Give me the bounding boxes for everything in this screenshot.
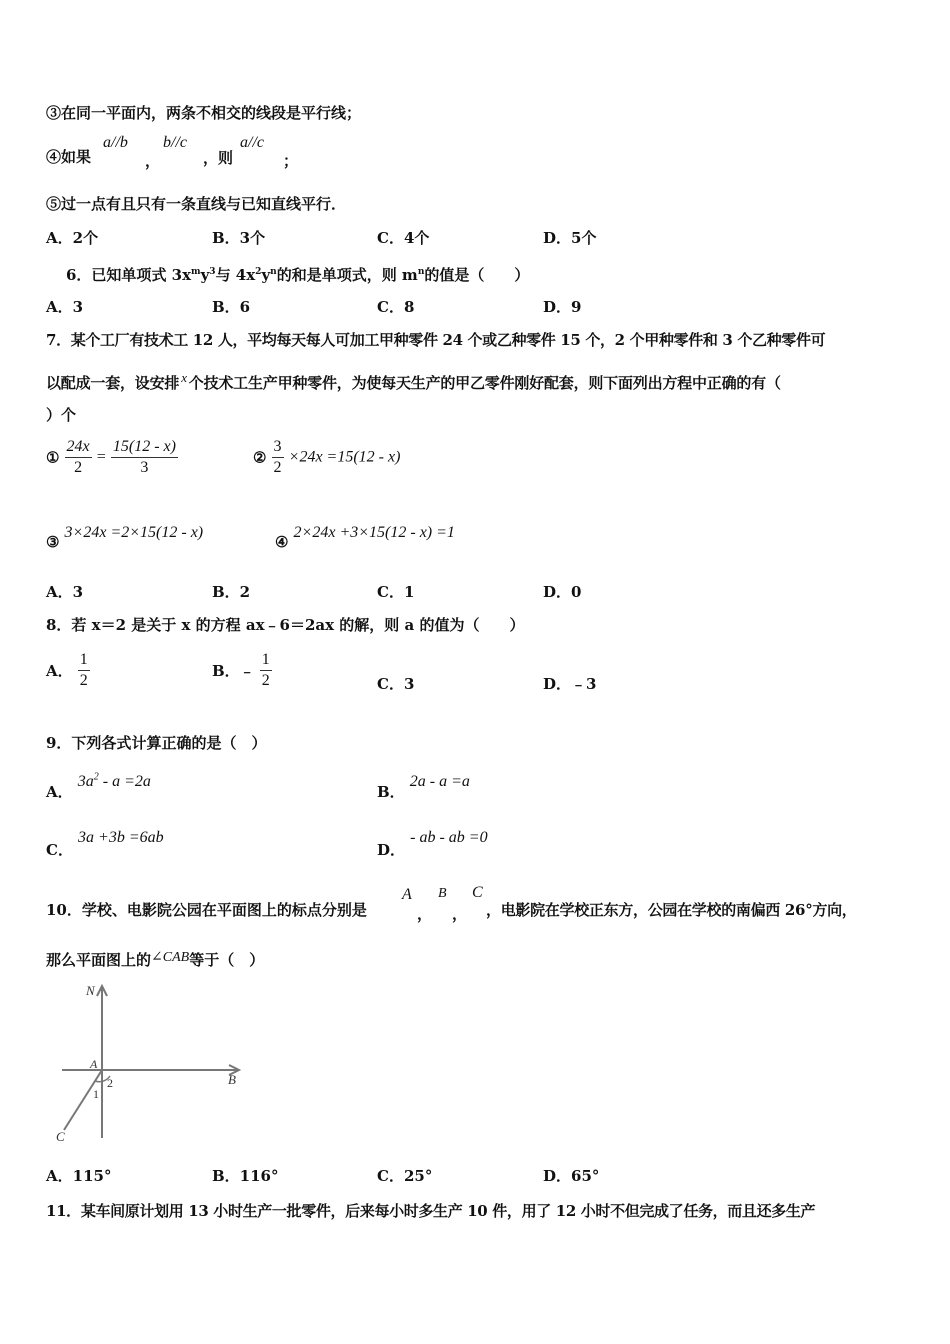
q5-item3: ③在同一平面内，两条不相交的线段是平行线； [46,104,362,122]
q10-line2: 那么平面图上的∠CAB等于（ ） [46,950,265,969]
q7-equation-1: ① $\frac{24x}{2}$ = $\frac{15(12 - x)}{3}$ [46,438,176,476]
q5-option-d: D．5个 [543,229,597,247]
q7-equation-4: ④ 2×24x +3×15(12 - x) =1 [275,524,455,551]
q7-equation-3: ③ 3×24x =2×15(12 - x) [46,524,204,551]
q5-math-b-par-c: b//c [163,134,187,151]
q10-option-a: A．115° [46,1167,112,1185]
q8-stem: 8．若 x＝2 是关于 x 的方程 ax﹣6＝2ax 的解，则 a 的值为（ ） [46,616,525,634]
q5-item4-prefix: ④如果 [46,148,92,166]
q9-option-d: D． - ab - ab =0 [377,829,488,859]
q5-option-b: B．3个 [212,229,266,247]
q10-line1: 10．学校、电影院公园在平面图上的标点分别是 [46,901,367,919]
q9-option-a: A． $3a^2 - a =2a$ [46,771,151,801]
q5-math-a-par-c: a//c [240,134,264,151]
label-c: C [56,1129,65,1144]
q5-item5: ⑤过一点有且只有一条直线与已知直线平行． [46,195,347,213]
q10-comma2: ， [452,905,468,923]
q7-line3: ）个 [46,406,77,424]
q7-line2: 以配成一套，设安排 x 个技术工生产甲种零件，为使每天生产的甲乙零件刚好配套，则下面列出方程中正确的有（ [46,370,781,392]
label-angle-2: 2 [107,1076,113,1090]
q10-point-c: C [472,884,483,901]
q10-comma1: ， [417,905,433,923]
q7-equation-2: ② $\frac{3}{2}$ ×24x =15(12 - x) [253,438,401,476]
q10-line1-end: ，电影院在学校正东方，公园在学校的南偏西 26°方向， [486,901,857,919]
label-b: B [228,1072,236,1087]
q5-item4 [46,147,91,167]
q5-option-c: C．4个 [377,229,430,247]
q9-stem: 9．下列各式计算正确的是（ ） [46,734,267,752]
q5-math-a-par-b: a//b [103,134,128,151]
q10-option-c: C．25° [377,1167,433,1185]
q11-line1: 11．某车间原计划用 13 小时生产一批零件，后来每小时多生产 10 件，用了 12 小时不但完成了任务，而且还多生产 [46,1202,816,1220]
q10-option-b: B．116° [212,1167,279,1185]
q10-direction-figure [50,980,250,1148]
q8-option-b: B．﹣ $\frac{1}{2}$ [212,651,270,689]
q6-option-d: D．9 [543,298,582,316]
q8-option-c: C．3 [377,675,415,693]
q10-point-a: A [402,886,412,903]
label-angle-1: 1 [93,1087,99,1101]
q8-option-a: A． $\frac{1}{2}$ [46,651,88,689]
q7-line1: 7．某个工厂有技术工 12 人，平均每天每人可加工甲种零件 24 个或乙种零件 15 个，2 个甲种零件和 3 个乙种零件可 [46,331,826,349]
q7-option-c: C．1 [377,583,415,601]
q5-comma1: ， [145,152,161,170]
q7-option-a: A．3 [46,583,84,601]
label-a: A [90,1057,98,1071]
q9-option-c: C． 3a +3b =6ab [46,829,164,859]
q5-then: ，则 [203,149,234,167]
q6-option-a: A．3 [46,298,84,316]
q5-option-a: A．2个 [46,229,99,247]
q6-option-b: B．6 [212,298,251,316]
q10-option-d: D．65° [543,1167,600,1185]
q7-option-d: D．0 [543,583,582,601]
q5-semicolon: ； [283,152,299,170]
q9-option-b: B． 2a - a =a [377,773,470,801]
q6-option-c: C．8 [377,298,415,316]
q7-option-b: B．2 [212,583,251,601]
q8-option-d: D．﹣3 [543,675,597,693]
q10-point-b: B [438,886,447,901]
q6-stem: 6．已知单项式 $3x^my^3$与 $4x^2y^n$的和是单项式，则 $m^n$的值是（ ） [66,266,530,284]
label-n: N [86,983,95,998]
